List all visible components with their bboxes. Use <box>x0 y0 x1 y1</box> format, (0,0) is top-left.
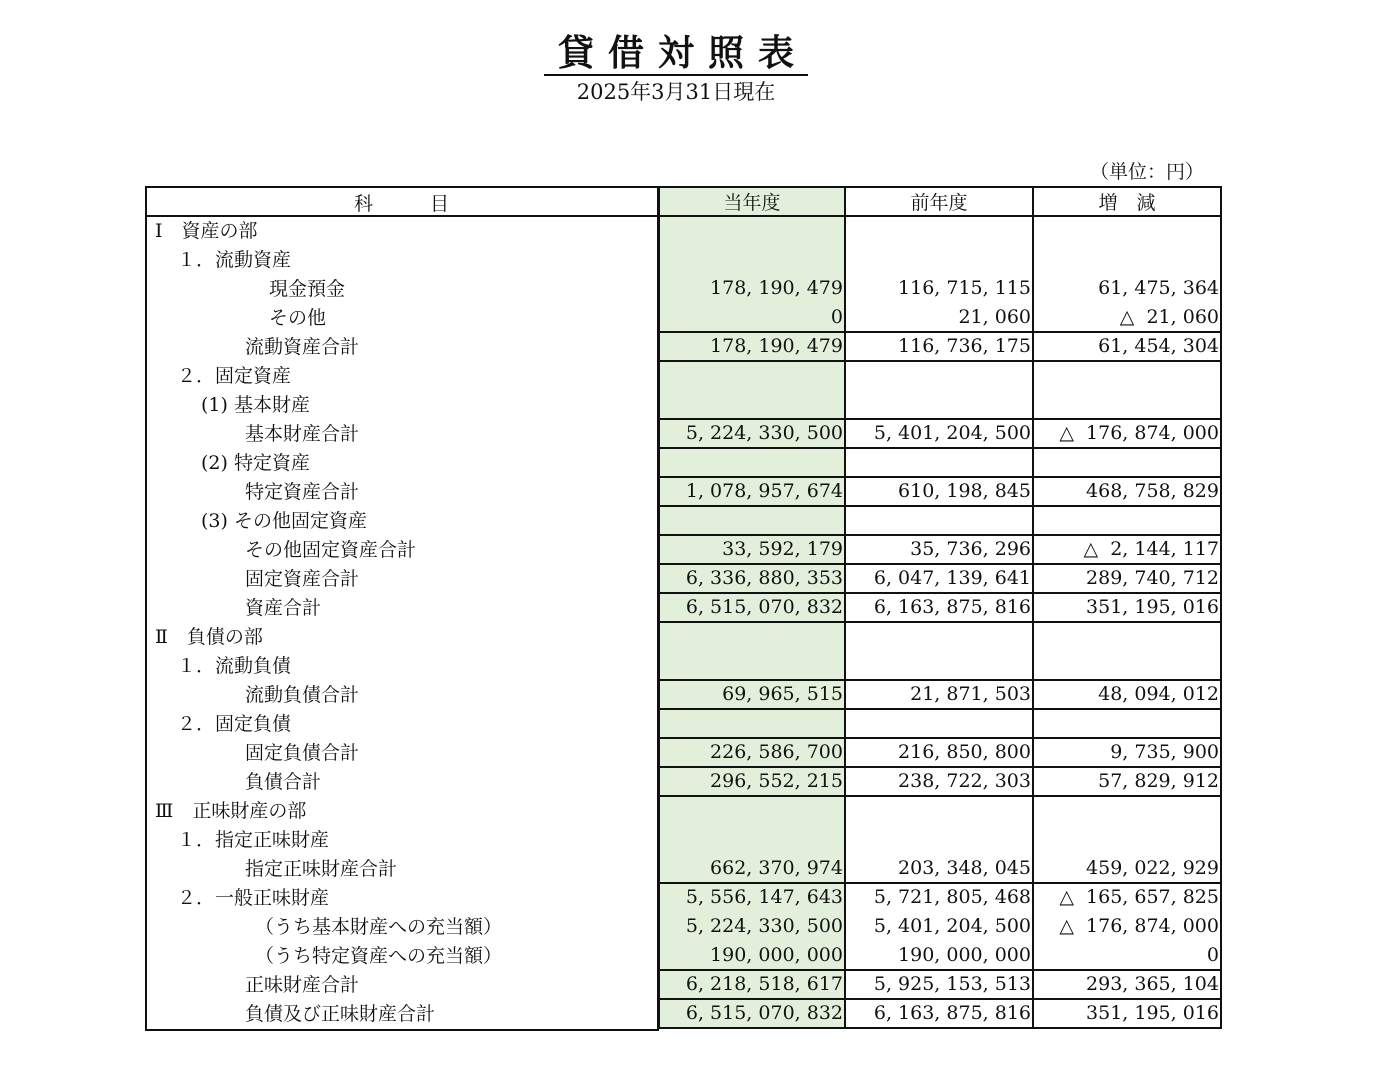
value-prior-year: 5, 925, 153, 513 <box>873 973 1031 995</box>
value-prior-year: 35, 736, 296 <box>910 538 1031 560</box>
row-label: 特定資産合計 <box>245 481 360 503</box>
value-current-year: 69, 965, 515 <box>722 683 843 705</box>
row-label: Ⅰ 資産の部 <box>155 220 258 242</box>
value-change: 351, 195, 016 <box>1086 596 1219 618</box>
value-current-year: 296, 552, 215 <box>710 770 843 792</box>
value-change: 9, 735, 900 <box>1110 741 1219 763</box>
value-prior-year: 203, 348, 045 <box>898 857 1031 879</box>
row-label: １．流動負債 <box>177 655 292 677</box>
row-label: １．流動資産 <box>177 249 292 271</box>
value-change: 57, 829, 912 <box>1098 770 1219 792</box>
value-change: 61, 454, 304 <box>1098 335 1219 357</box>
cell-block-prior-year <box>844 505 1034 536</box>
value-prior-year: 216, 850, 800 <box>898 741 1031 763</box>
value-prior-year: 5, 721, 805, 468 <box>873 886 1031 908</box>
row-label: 流動負債合計 <box>245 684 360 706</box>
row-label: 流動資産合計 <box>245 336 360 358</box>
header-change: 増 減 <box>1098 192 1156 214</box>
unit-label: （単位：円） <box>1089 161 1204 183</box>
value-change: △ 176, 874, 000 <box>1059 915 1219 937</box>
row-label: 基本財産合計 <box>245 423 360 445</box>
value-prior-year: 6, 163, 875, 816 <box>873 1002 1031 1024</box>
row-label: 資産合計 <box>245 597 322 619</box>
change-column <box>1032 186 1222 1031</box>
value-prior-year: 238, 722, 303 <box>898 770 1031 792</box>
row-label: 正味財産合計 <box>245 974 360 996</box>
prior-year-column <box>844 186 1034 1031</box>
value-change: 0 <box>1206 944 1219 966</box>
cell-block-current-year <box>658 447 846 478</box>
as-of-date: 2025年3月31日現在 <box>576 80 776 104</box>
value-current-year: 5, 224, 330, 500 <box>685 422 843 444</box>
value-change: 48, 094, 012 <box>1098 683 1219 705</box>
row-label: （うち特定資産への充当額） <box>255 945 503 967</box>
cell-block-prior-year <box>844 708 1034 739</box>
value-current-year: 662, 370, 974 <box>710 857 843 879</box>
value-current-year: 6, 218, 518, 617 <box>685 973 843 995</box>
row-label: (2) 特定資産 <box>201 452 310 474</box>
value-change: 61, 475, 364 <box>1098 277 1219 299</box>
current-year-column <box>658 186 846 1031</box>
value-current-year: 6, 336, 880, 353 <box>685 567 843 589</box>
row-label: (1) 基本財産 <box>201 394 310 416</box>
document-title <box>0 33 1352 76</box>
header-current-year: 当年度 <box>723 192 781 214</box>
header-prior-year: 前年度 <box>910 192 968 214</box>
cell-block-change <box>1032 708 1222 739</box>
row-label: Ⅲ 正味財産の部 <box>155 800 307 822</box>
row-label: Ⅱ 負債の部 <box>155 626 263 648</box>
row-label: 指定正味財産合計 <box>245 858 398 880</box>
value-change: △ 2, 144, 117 <box>1083 538 1219 560</box>
cell-block-change <box>1032 621 1222 681</box>
row-label: ２．固定負債 <box>177 713 292 735</box>
value-current-year: 0 <box>830 306 843 328</box>
row-label: (3) その他固定資産 <box>201 510 367 532</box>
value-change: △ 21, 060 <box>1119 306 1219 328</box>
row-label: （うち基本財産への充当額） <box>255 916 503 938</box>
row-label: ２．一般正味財産 <box>177 887 330 909</box>
cell-block-change <box>1032 360 1222 420</box>
value-prior-year: 21, 871, 503 <box>910 683 1031 705</box>
value-current-year: 33, 592, 179 <box>722 538 843 560</box>
value-prior-year: 21, 060 <box>958 306 1031 328</box>
value-current-year: 1, 078, 957, 674 <box>685 480 843 502</box>
document-title-text: 貸借対照表 <box>544 34 808 76</box>
value-prior-year: 610, 198, 845 <box>898 480 1031 502</box>
value-change: 468, 758, 829 <box>1086 480 1219 502</box>
value-change: △ 176, 874, 000 <box>1059 422 1219 444</box>
subject-column <box>145 186 659 1031</box>
value-prior-year: 6, 163, 875, 816 <box>873 596 1031 618</box>
value-prior-year: 5, 401, 204, 500 <box>873 915 1031 937</box>
value-change: 293, 365, 104 <box>1086 973 1219 995</box>
value-current-year: 5, 556, 147, 643 <box>685 886 843 908</box>
value-change: 351, 195, 016 <box>1086 1002 1219 1024</box>
cell-block-prior-year <box>844 447 1034 478</box>
value-change: △ 165, 657, 825 <box>1059 886 1219 908</box>
value-prior-year: 6, 047, 139, 641 <box>873 567 1031 589</box>
value-prior-year: 116, 736, 175 <box>898 335 1031 357</box>
value-current-year: 6, 515, 070, 832 <box>685 596 843 618</box>
row-label: 現金預金 <box>269 278 346 300</box>
cell-block-prior-year <box>844 621 1034 681</box>
cell-block-change <box>1032 505 1222 536</box>
value-current-year: 6, 515, 070, 832 <box>685 1002 843 1024</box>
value-prior-year: 5, 401, 204, 500 <box>873 422 1031 444</box>
row-label: 固定資産合計 <box>245 568 360 590</box>
row-label: 負債合計 <box>245 771 322 793</box>
header-subject: 科 目 <box>353 193 449 215</box>
cell-block-prior-year <box>844 360 1034 420</box>
value-current-year: 190, 000, 000 <box>710 944 843 966</box>
row-label: ２．固定資産 <box>177 365 292 387</box>
value-change: 459, 022, 929 <box>1086 857 1219 879</box>
value-change: 289, 740, 712 <box>1086 567 1219 589</box>
cell-block-current-year <box>658 360 846 420</box>
value-prior-year: 190, 000, 000 <box>898 944 1031 966</box>
cell-block-current-year <box>658 621 846 681</box>
value-current-year: 5, 224, 330, 500 <box>685 915 843 937</box>
cell-block-change <box>1032 447 1222 478</box>
cell-block-current-year <box>658 708 846 739</box>
row-label: その他固定資産合計 <box>245 539 417 561</box>
value-current-year: 226, 586, 700 <box>710 741 843 763</box>
cell-block-current-year <box>658 505 846 536</box>
row-label: 固定負債合計 <box>245 742 360 764</box>
row-label: １．指定正味財産 <box>177 829 330 851</box>
value-current-year: 178, 190, 479 <box>710 277 843 299</box>
row-label: その他 <box>269 307 327 329</box>
value-prior-year: 116, 715, 115 <box>898 277 1031 299</box>
row-label: 負債及び正味財産合計 <box>245 1003 436 1025</box>
value-current-year: 178, 190, 479 <box>710 335 843 357</box>
